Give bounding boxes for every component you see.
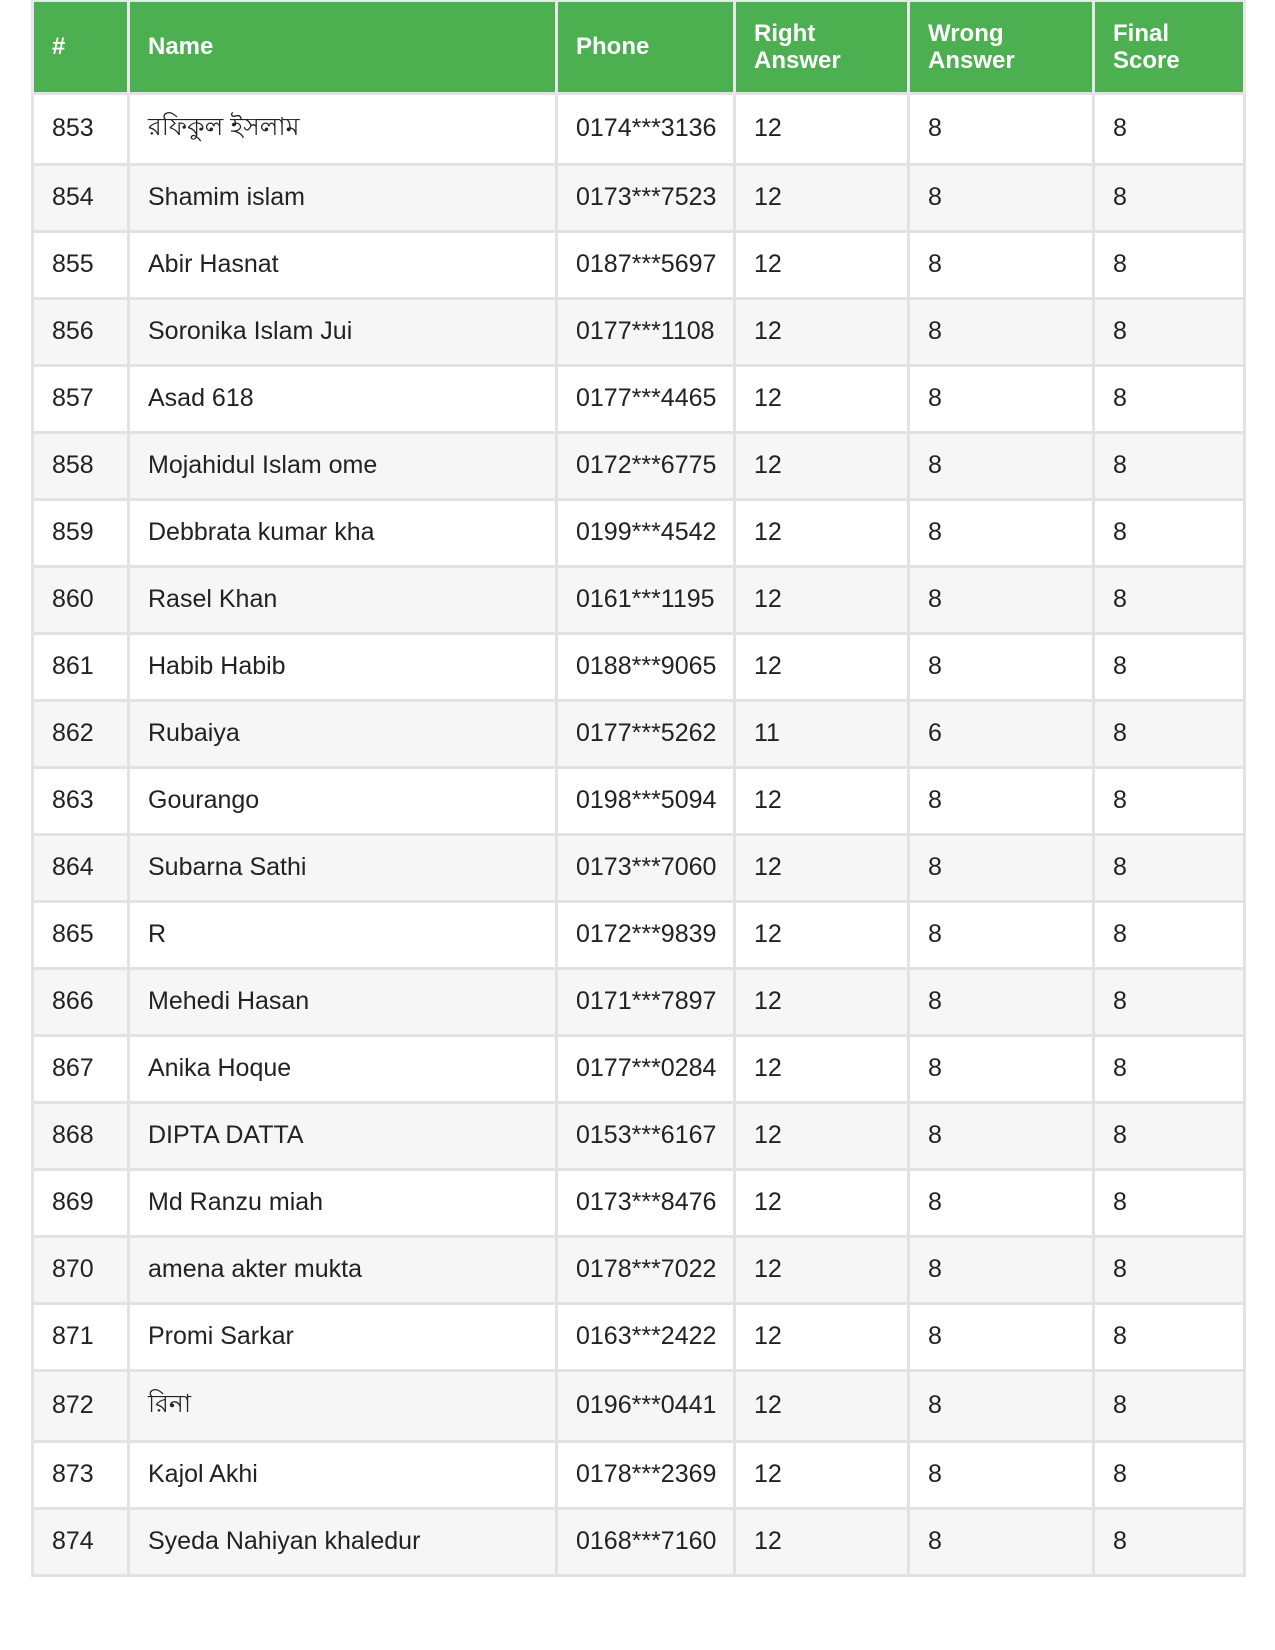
cell-name: Asad 618 — [129, 365, 557, 432]
cell-phone: 0178***7022 — [557, 1236, 735, 1303]
cell-wrong-answer: 8 — [909, 1102, 1094, 1169]
cell-name: Syeda Nahiyan khaledur — [129, 1508, 557, 1575]
cell-right-answer: 12 — [735, 499, 909, 566]
cell-right-answer: 12 — [735, 1035, 909, 1102]
table-row — [33, 1236, 1245, 1303]
table-row — [33, 968, 1245, 1035]
cell-number: 866 — [33, 968, 129, 1035]
cell-name: Habib Habib — [129, 633, 557, 700]
cell-name: Md Ranzu miah — [129, 1169, 557, 1236]
cell-name: Debbrata kumar kha — [129, 499, 557, 566]
table-body — [33, 93, 1245, 1575]
table-row — [33, 566, 1245, 633]
cell-name: Mojahidul Islam ome — [129, 432, 557, 499]
cell-name: Kajol Akhi — [129, 1441, 557, 1508]
header-wrong-line1: Wrong — [928, 19, 1004, 47]
cell-wrong-answer: 8 — [909, 1441, 1094, 1508]
cell-number: 859 — [33, 499, 129, 566]
table-row — [33, 164, 1245, 231]
cell-number: 860 — [33, 566, 129, 633]
cell-right-answer: 12 — [735, 1236, 909, 1303]
cell-right-answer: 12 — [735, 1169, 909, 1236]
cell-wrong-answer: 8 — [909, 298, 1094, 365]
cell-right-answer: 12 — [735, 901, 909, 968]
header-right-line2: Answer — [754, 46, 841, 74]
cell-right-answer: 12 — [735, 633, 909, 700]
cell-final-score: 8 — [1094, 1508, 1245, 1575]
cell-right-answer: 11 — [735, 700, 909, 767]
cell-wrong-answer: 8 — [909, 566, 1094, 633]
cell-wrong-answer: 8 — [909, 901, 1094, 968]
table-row — [33, 499, 1245, 566]
cell-phone: 0172***9839 — [557, 901, 735, 968]
header-wrong-line2: Answer — [928, 46, 1015, 74]
cell-number: 861 — [33, 633, 129, 700]
cell-final-score: 8 — [1094, 1441, 1245, 1508]
cell-final-score: 8 — [1094, 566, 1245, 633]
cell-name: Rasel Khan — [129, 566, 557, 633]
cell-final-score: 8 — [1094, 901, 1245, 968]
cell-final-score: 8 — [1094, 633, 1245, 700]
cell-number: 865 — [33, 901, 129, 968]
cell-wrong-answer: 8 — [909, 1370, 1094, 1441]
cell-final-score: 8 — [1094, 1370, 1245, 1441]
cell-name: R — [129, 901, 557, 968]
cell-final-score: 8 — [1094, 834, 1245, 901]
table-row — [33, 633, 1245, 700]
cell-wrong-answer: 8 — [909, 164, 1094, 231]
cell-phone: 0172***6775 — [557, 432, 735, 499]
cell-wrong-answer: 8 — [909, 767, 1094, 834]
cell-right-answer: 12 — [735, 298, 909, 365]
cell-number: 863 — [33, 767, 129, 834]
cell-name: DIPTA DATTA — [129, 1102, 557, 1169]
cell-final-score: 8 — [1094, 93, 1245, 164]
table-row — [33, 432, 1245, 499]
header-final-line1: Final — [1113, 19, 1170, 47]
table-row — [33, 1370, 1245, 1441]
cell-right-answer: 12 — [735, 93, 909, 164]
cell-wrong-answer: 6 — [909, 700, 1094, 767]
cell-phone: 0168***7160 — [557, 1508, 735, 1575]
table-row — [33, 901, 1245, 968]
cell-right-answer: 12 — [735, 365, 909, 432]
cell-phone: 0196***0441 — [557, 1370, 735, 1441]
cell-number: 869 — [33, 1169, 129, 1236]
table-row — [33, 93, 1245, 164]
cell-phone: 0177***4465 — [557, 365, 735, 432]
cell-wrong-answer: 8 — [909, 499, 1094, 566]
cell-wrong-answer: 8 — [909, 834, 1094, 901]
cell-phone: 0174***3136 — [557, 93, 735, 164]
cell-name: Subarna Sathi — [129, 834, 557, 901]
cell-final-score: 8 — [1094, 1303, 1245, 1370]
cell-phone: 0173***7060 — [557, 834, 735, 901]
cell-final-score: 8 — [1094, 298, 1245, 365]
cell-name: রফিকুল ইসলাম — [129, 93, 557, 164]
cell-right-answer: 12 — [735, 231, 909, 298]
cell-name: Rubaiya — [129, 700, 557, 767]
cell-phone: 0161***1195 — [557, 566, 735, 633]
table-row — [33, 1035, 1245, 1102]
table-row — [33, 1303, 1245, 1370]
header-right-line1: Right — [754, 19, 816, 47]
cell-number: 871 — [33, 1303, 129, 1370]
cell-right-answer: 12 — [735, 1370, 909, 1441]
cell-right-answer: 12 — [735, 834, 909, 901]
cell-final-score: 8 — [1094, 1169, 1245, 1236]
cell-wrong-answer: 8 — [909, 1035, 1094, 1102]
cell-wrong-answer: 8 — [909, 1303, 1094, 1370]
table-row — [33, 1102, 1245, 1169]
cell-number: 867 — [33, 1035, 129, 1102]
cell-phone: 0163***2422 — [557, 1303, 735, 1370]
cell-number: 864 — [33, 834, 129, 901]
cell-phone: 0153***6167 — [557, 1102, 735, 1169]
cell-final-score: 8 — [1094, 432, 1245, 499]
cell-wrong-answer: 8 — [909, 1169, 1094, 1236]
cell-wrong-answer: 8 — [909, 1236, 1094, 1303]
cell-phone: 0177***5262 — [557, 700, 735, 767]
cell-name: Soronika Islam Jui — [129, 298, 557, 365]
cell-final-score: 8 — [1094, 1035, 1245, 1102]
cell-final-score: 8 — [1094, 767, 1245, 834]
cell-right-answer: 12 — [735, 1441, 909, 1508]
header-row — [33, 1, 1245, 93]
cell-phone: 0199***4542 — [557, 499, 735, 566]
cell-final-score: 8 — [1094, 499, 1245, 566]
header-phone: Phone — [557, 1, 735, 93]
table-row — [33, 298, 1245, 365]
cell-right-answer: 12 — [735, 968, 909, 1035]
cell-name: Promi Sarkar — [129, 1303, 557, 1370]
table-row — [33, 1441, 1245, 1508]
header-name: Name — [129, 1, 557, 93]
cell-final-score: 8 — [1094, 365, 1245, 432]
cell-wrong-answer: 8 — [909, 968, 1094, 1035]
table-row — [33, 1169, 1245, 1236]
cell-phone: 0198***5094 — [557, 767, 735, 834]
cell-number: 870 — [33, 1236, 129, 1303]
table-header — [33, 1, 1245, 93]
cell-phone: 0178***2369 — [557, 1441, 735, 1508]
cell-number: 855 — [33, 231, 129, 298]
cell-final-score: 8 — [1094, 700, 1245, 767]
cell-number: 872 — [33, 1370, 129, 1441]
cell-phone: 0177***1108 — [557, 298, 735, 365]
cell-right-answer: 12 — [735, 164, 909, 231]
header-right-answer — [735, 1, 909, 93]
cell-number: 854 — [33, 164, 129, 231]
cell-name: Shamim islam — [129, 164, 557, 231]
cell-number: 874 — [33, 1508, 129, 1575]
cell-name: amena akter mukta — [129, 1236, 557, 1303]
cell-name: Mehedi Hasan — [129, 968, 557, 1035]
cell-wrong-answer: 8 — [909, 633, 1094, 700]
table-row — [33, 231, 1245, 298]
cell-name: Abir Hasnat — [129, 231, 557, 298]
cell-final-score: 8 — [1094, 231, 1245, 298]
cell-phone: 0173***8476 — [557, 1169, 735, 1236]
cell-number: 858 — [33, 432, 129, 499]
cell-number: 853 — [33, 93, 129, 164]
table-row — [33, 834, 1245, 901]
cell-phone: 0188***9065 — [557, 633, 735, 700]
cell-number: 857 — [33, 365, 129, 432]
cell-number: 856 — [33, 298, 129, 365]
cell-wrong-answer: 8 — [909, 231, 1094, 298]
cell-wrong-answer: 8 — [909, 365, 1094, 432]
header-wrong-answer — [909, 1, 1094, 93]
cell-phone: 0187***5697 — [557, 231, 735, 298]
cell-number: 868 — [33, 1102, 129, 1169]
cell-phone: 0171***7897 — [557, 968, 735, 1035]
cell-final-score: 8 — [1094, 1236, 1245, 1303]
cell-right-answer: 12 — [735, 1102, 909, 1169]
table-row — [33, 1508, 1245, 1575]
table-row — [33, 700, 1245, 767]
cell-name: Anika Hoque — [129, 1035, 557, 1102]
cell-right-answer: 12 — [735, 1303, 909, 1370]
cell-wrong-answer: 8 — [909, 432, 1094, 499]
cell-right-answer: 12 — [735, 767, 909, 834]
header-number: # — [33, 1, 129, 93]
cell-phone: 0173***7523 — [557, 164, 735, 231]
results-table — [31, 0, 1246, 1577]
cell-phone: 0177***0284 — [557, 1035, 735, 1102]
cell-right-answer: 12 — [735, 1508, 909, 1575]
cell-name: Gourango — [129, 767, 557, 834]
cell-number: 873 — [33, 1441, 129, 1508]
cell-wrong-answer: 8 — [909, 93, 1094, 164]
cell-wrong-answer: 8 — [909, 1508, 1094, 1575]
cell-final-score: 8 — [1094, 1102, 1245, 1169]
cell-right-answer: 12 — [735, 432, 909, 499]
cell-name: রিনা — [129, 1370, 557, 1441]
header-final-score — [1094, 1, 1245, 93]
header-final-line2: Score — [1113, 46, 1180, 74]
cell-right-answer: 12 — [735, 566, 909, 633]
cell-final-score: 8 — [1094, 164, 1245, 231]
table-row — [33, 767, 1245, 834]
cell-number: 862 — [33, 700, 129, 767]
table-row — [33, 365, 1245, 432]
cell-final-score: 8 — [1094, 968, 1245, 1035]
